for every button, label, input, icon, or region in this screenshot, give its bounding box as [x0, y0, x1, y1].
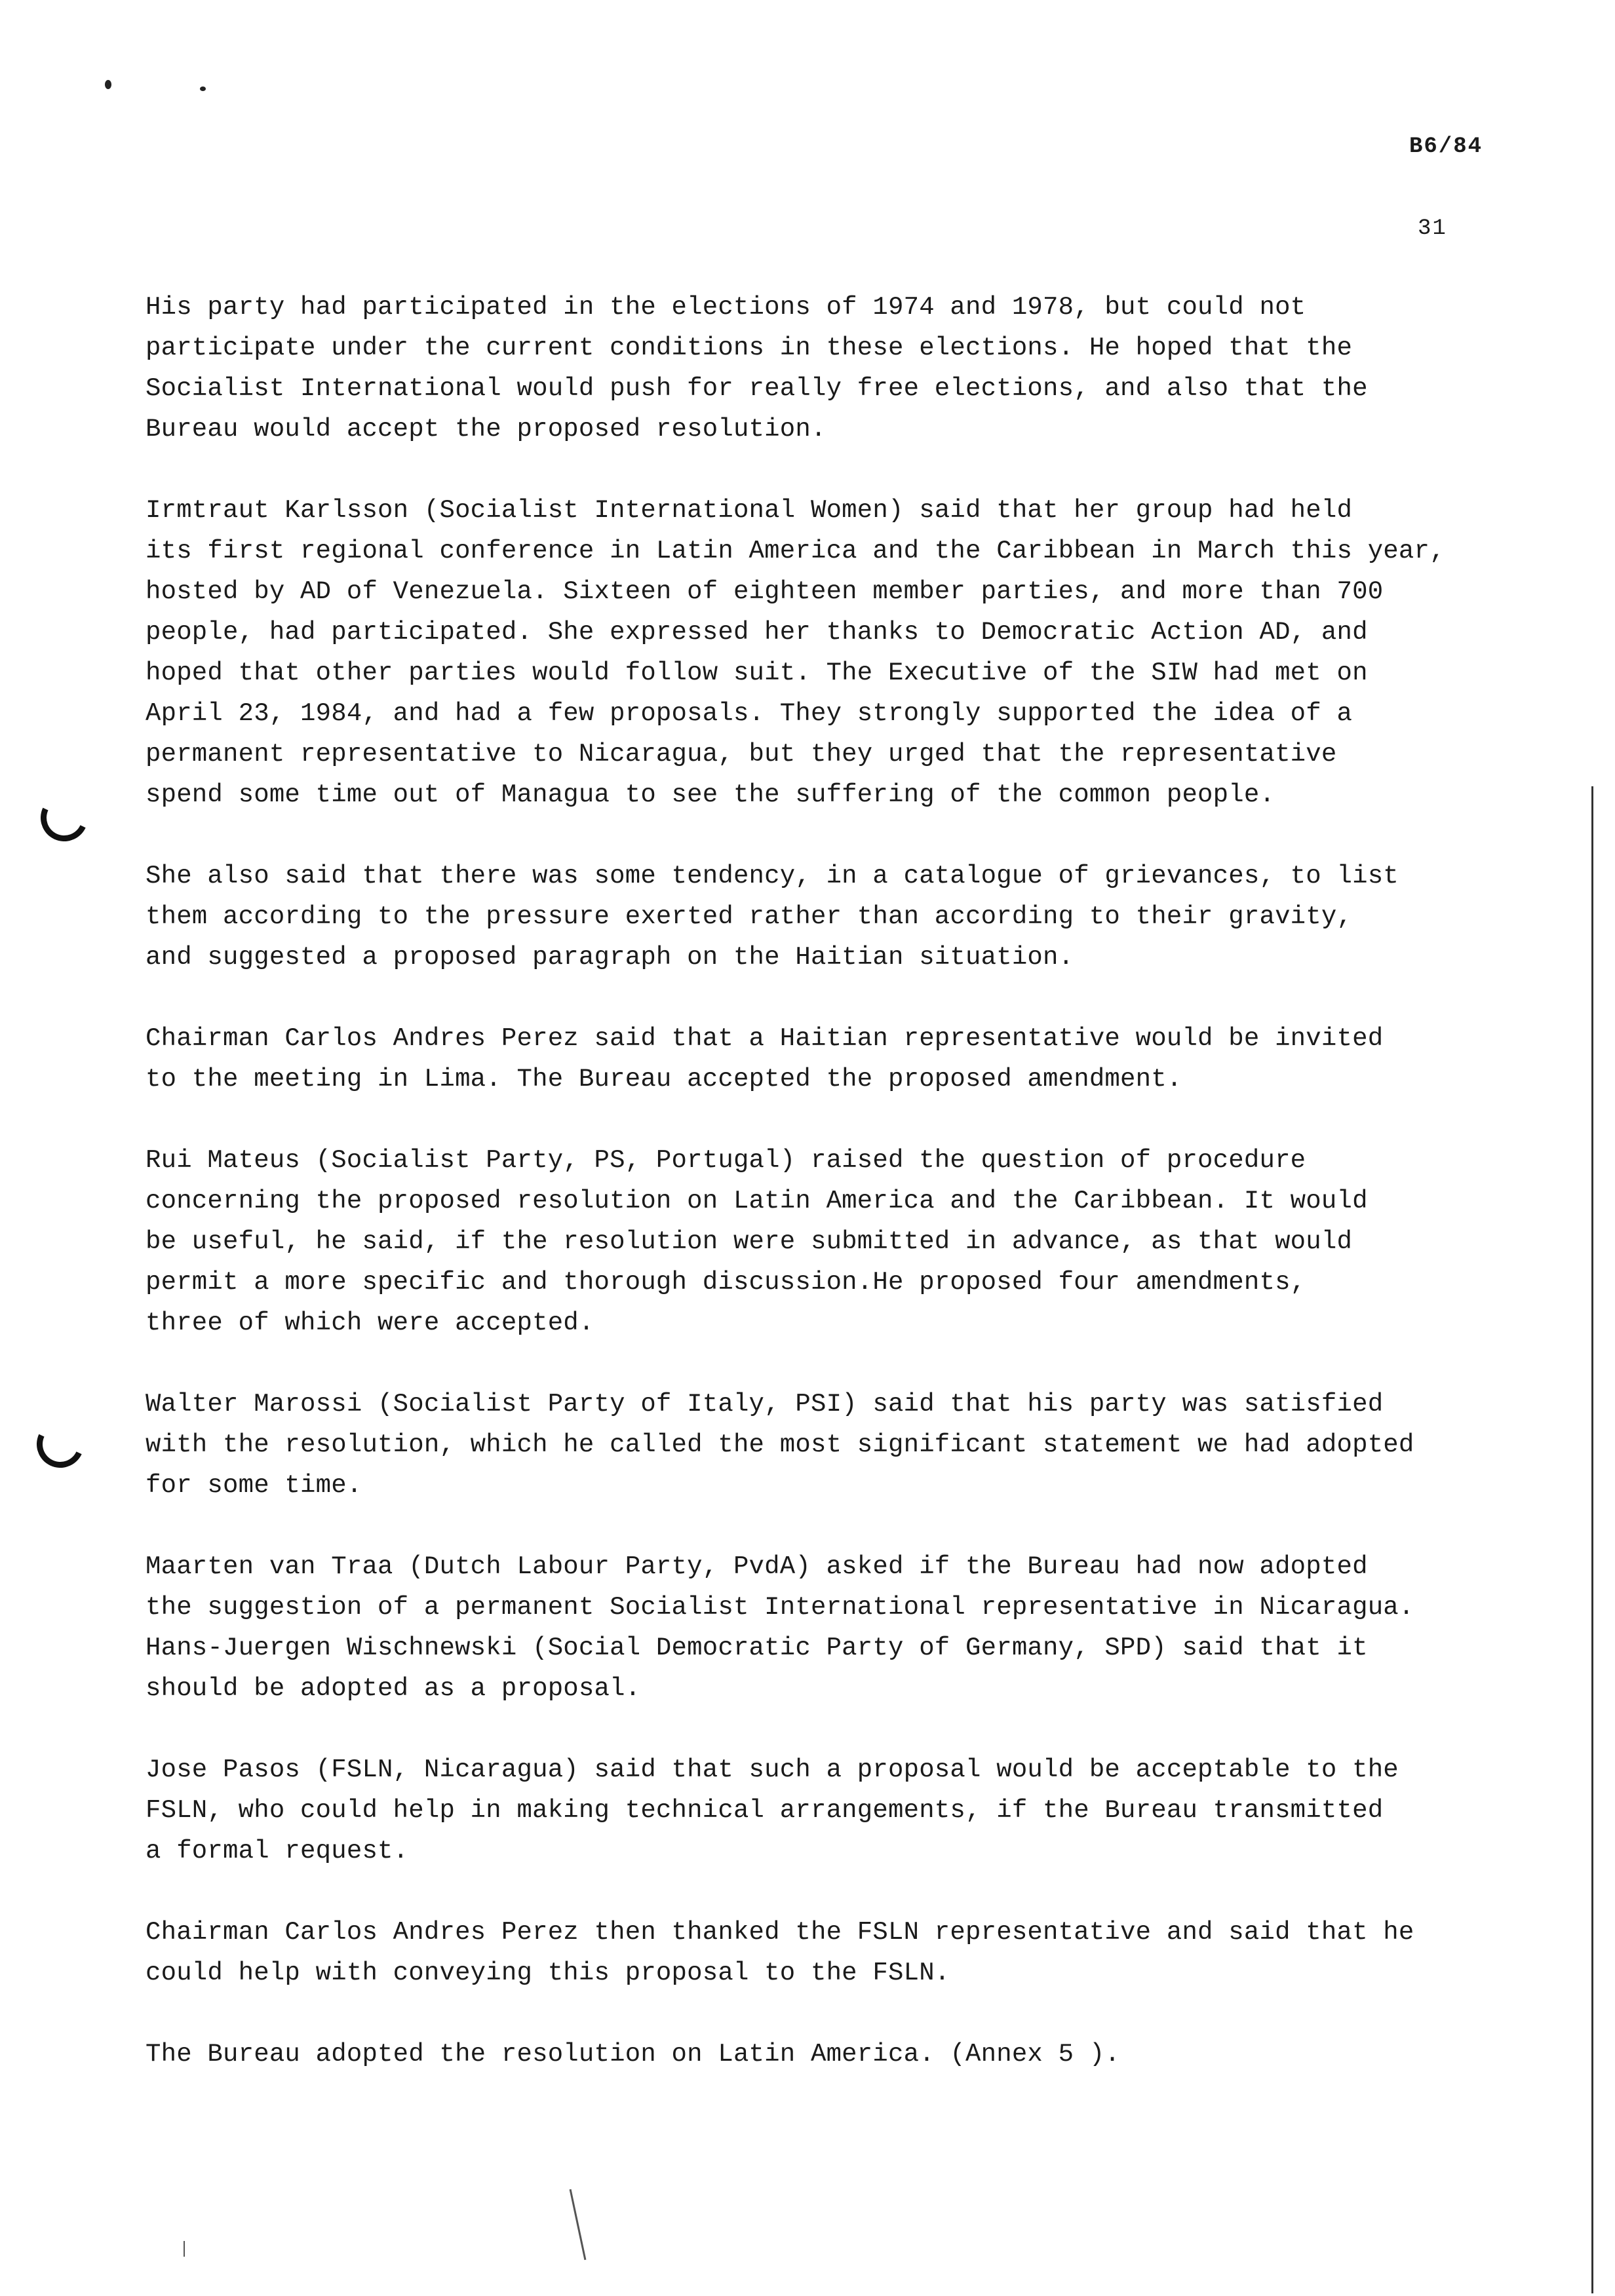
page-number: 31: [1418, 216, 1447, 241]
punch-hole-mark: [34, 788, 94, 848]
paragraph: Rui Mateus (Socialist Party, PS, Portugal) raised the question of procedure concerning the proposed resolution on Latin America and the Caribbean. It would be useful, he said, if the resolution were submitted in advance, as that would permit a more specific and thorough discussion.He proposed four amendments, three of which were accepted.: [146, 1146, 1368, 1337]
punch-hole-mark: [30, 1414, 90, 1474]
scan-edge-line: [1591, 786, 1593, 2293]
scan-speck: [105, 80, 111, 89]
paragraph: Jose Pasos (FSLN, Nicaragua) said that such a proposal would be acceptable to the FSLN, who could help in making technical arrangements, if the Bureau transmitted a formal request.: [146, 1755, 1399, 1866]
body-text: [146, 287, 1496, 2115]
scan-mark: [184, 2241, 185, 2257]
paragraph: Walter Marossi (Socialist Party of Italy, PSI) said that his party was satisfied with the resolution, which he called the most significant statement we had adopted for some time.: [146, 1390, 1414, 1500]
paragraph: Maarten van Traa (Dutch Labour Party, PvdA) asked if the Bureau had now adopted the suggestion of a permanent Socialist International representative in Nicaragua. Hans-Juergen Wischnewski (Social Democratic Party of Germany, SPD) said that it should be adopted as a proposal.: [146, 1552, 1414, 1703]
scan-mark: [570, 2189, 587, 2260]
paragraph: His party had participated in the elections of 1974 and 1978, but could not participate under the current conditions in these elections. He hoped that the Socialist International would push for really free elections, and also that the Bureau would accept the proposed resolution.: [146, 293, 1368, 444]
paragraph: She also said that there was some tendency, in a catalogue of grievances, to list them according to the pressure exerted rather than according to their gravity, and suggested a proposed paragraph on the Haitian situation.: [146, 862, 1399, 972]
paragraph: Chairman Carlos Andres Perez said that a Haitian representative would be invited to the meeting in Lima. The Bureau accepted the proposed amendment.: [146, 1024, 1384, 1094]
scan-speck: [200, 86, 206, 91]
paragraph: Irmtraut Karlsson (Socialist International Women) said that her group had held its first regional conference in Latin America and the Caribbean in March this year, hosted by AD of Venezuela. Sixteen of eighteen member parties, and more than 700 people, had participated. She expressed her thanks to Democratic Action AD, and hoped that other parties would follow suit. The Executive of the SIW had met on April 23, 1984, and had a few proposals. They strongly supported the idea of a permanent representative to Nicaragua, but they urged that the representative spend some time out of Managua to see the suffering of the common people.: [146, 496, 1445, 809]
paragraph: Chairman Carlos Andres Perez then thanked the FSLN representative and said that he could help with conveying this proposal to the FSLN.: [146, 1918, 1414, 1987]
paragraph: The Bureau adopted the resolution on Latin America. (Annex 5 ).: [146, 2040, 1121, 2069]
document-reference: B6/84: [1409, 134, 1483, 159]
